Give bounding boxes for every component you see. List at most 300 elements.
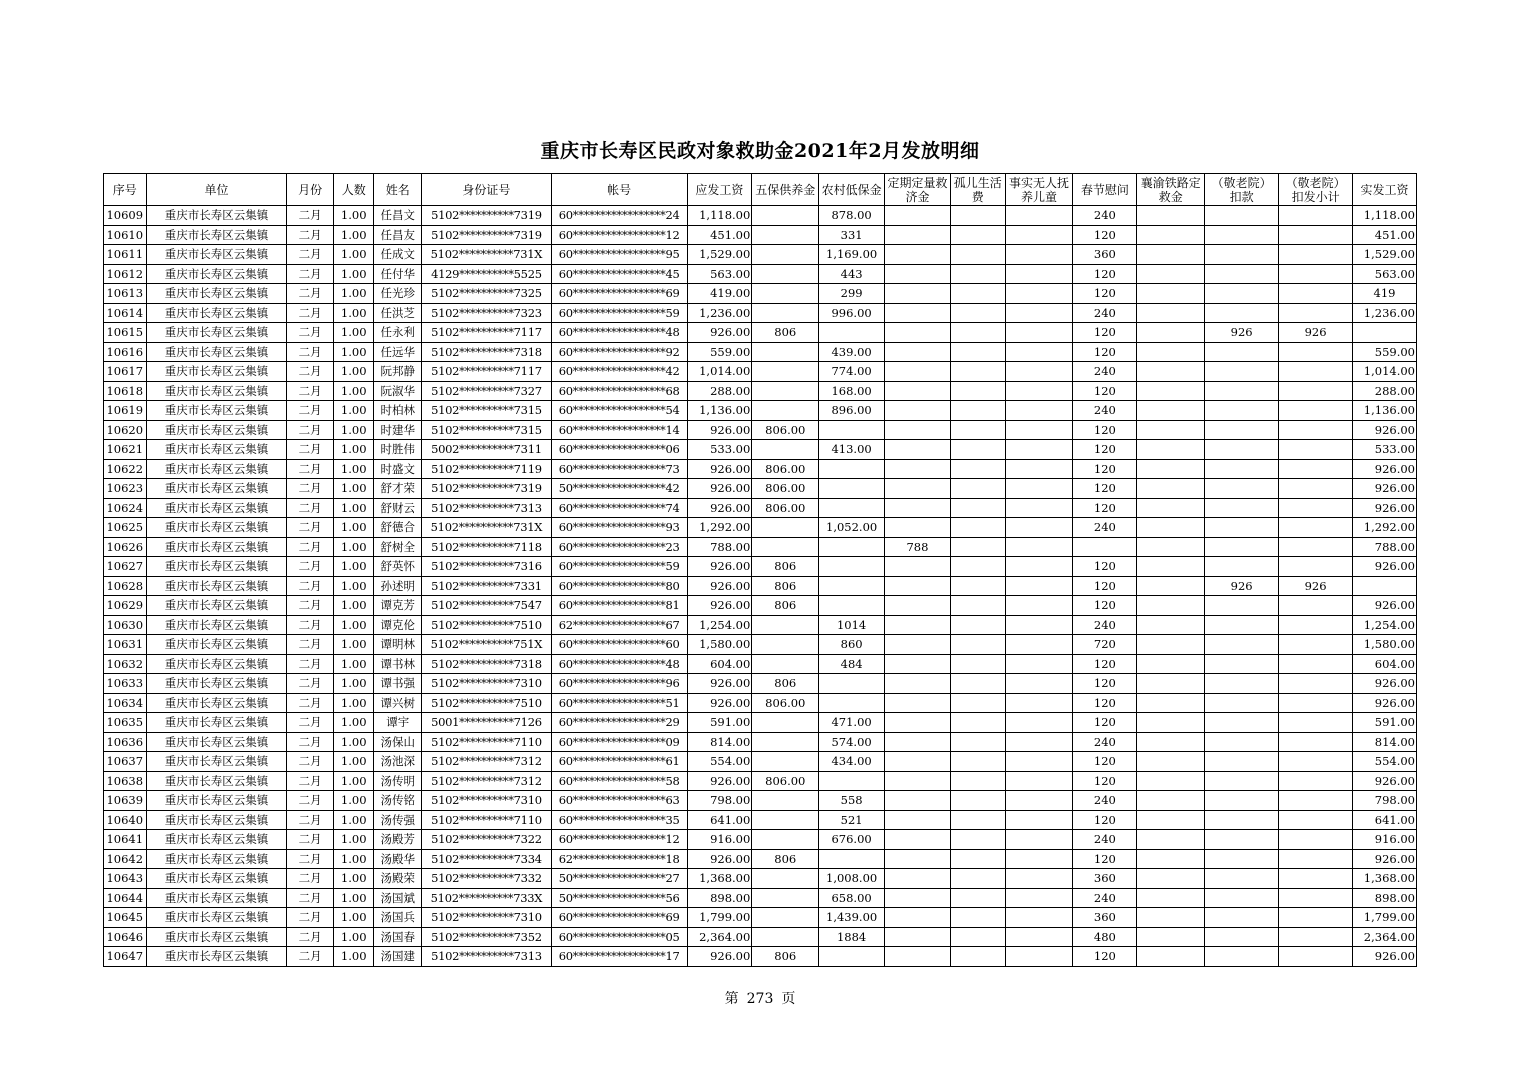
cell-id-number: 5102**********7322 bbox=[422, 830, 552, 850]
cell-nursing-home-deduction bbox=[1205, 713, 1279, 733]
cell-nursing-home-subtotal bbox=[1279, 362, 1353, 382]
cell-account: 60*****************80 bbox=[551, 576, 687, 596]
cell-id-number: 5102**********7118 bbox=[422, 537, 552, 557]
cell-five-guarantee bbox=[752, 518, 819, 538]
cell-five-guarantee: 806 bbox=[752, 947, 819, 967]
cell-orphan-living bbox=[950, 927, 1005, 947]
cell-id-number: 5102**********7110 bbox=[422, 810, 552, 830]
cell-nursing-home-subtotal bbox=[1279, 947, 1353, 967]
cell-orphan-living bbox=[950, 284, 1005, 304]
table-row bbox=[104, 654, 1417, 674]
cell-id-number: 5102**********7510 bbox=[422, 693, 552, 713]
cell-month: 二月 bbox=[287, 537, 334, 557]
cell-gross-pay: 1,529.00 bbox=[687, 245, 752, 265]
cell-five-guarantee: 806.00 bbox=[752, 771, 819, 791]
cell-month: 二月 bbox=[287, 791, 334, 811]
cell-nursing-home-deduction bbox=[1205, 420, 1279, 440]
cell-de-facto-orphan bbox=[1005, 245, 1073, 265]
cell-orphan-living bbox=[950, 576, 1005, 596]
cell-fixed-relief bbox=[885, 635, 951, 655]
cell-name: 谭兴树 bbox=[374, 693, 422, 713]
cell-seq: 10627 bbox=[104, 557, 147, 577]
column-header-unit: 单位 bbox=[146, 174, 287, 206]
cell-railway-relief bbox=[1137, 362, 1205, 382]
cell-id-number: 5102**********7117 bbox=[422, 362, 552, 382]
cell-unit: 重庆市长寿区云集镇 bbox=[146, 615, 287, 635]
cell-five-guarantee bbox=[752, 713, 819, 733]
cell-orphan-living bbox=[950, 206, 1005, 226]
cell-account: 60*****************05 bbox=[551, 927, 687, 947]
table-row bbox=[104, 576, 1417, 596]
cell-nursing-home-deduction bbox=[1205, 732, 1279, 752]
cell-seq: 10638 bbox=[104, 771, 147, 791]
cell-net-pay: 1,136.00 bbox=[1353, 401, 1417, 421]
cell-railway-relief bbox=[1137, 869, 1205, 889]
cell-spring-festival: 240 bbox=[1073, 732, 1137, 752]
cell-orphan-living bbox=[950, 635, 1005, 655]
cell-net-pay: 926.00 bbox=[1353, 420, 1417, 440]
cell-gross-pay: 533.00 bbox=[687, 440, 752, 460]
cell-gross-pay: 1,292.00 bbox=[687, 518, 752, 538]
cell-spring-festival: 240 bbox=[1073, 362, 1137, 382]
cell-five-guarantee bbox=[752, 869, 819, 889]
cell-fixed-relief bbox=[885, 791, 951, 811]
cell-rural-subsistence: 299 bbox=[819, 284, 885, 304]
cell-name: 舒树全 bbox=[374, 537, 422, 557]
cell-spring-festival: 120 bbox=[1073, 381, 1137, 401]
cell-spring-festival: 240 bbox=[1073, 615, 1137, 635]
cell-name: 汤国春 bbox=[374, 927, 422, 947]
cell-people: 1.00 bbox=[333, 869, 374, 889]
cell-orphan-living bbox=[950, 947, 1005, 967]
cell-railway-relief bbox=[1137, 615, 1205, 635]
cell-gross-pay: 1,799.00 bbox=[687, 908, 752, 928]
cell-seq: 10615 bbox=[104, 323, 147, 343]
cell-fixed-relief bbox=[885, 420, 951, 440]
cell-five-guarantee bbox=[752, 342, 819, 362]
table-row bbox=[104, 381, 1417, 401]
cell-unit: 重庆市长寿区云集镇 bbox=[146, 245, 287, 265]
cell-fixed-relief bbox=[885, 615, 951, 635]
cell-month: 二月 bbox=[287, 674, 334, 694]
cell-net-pay bbox=[1353, 323, 1417, 343]
cell-account: 60*****************63 bbox=[551, 791, 687, 811]
table-row bbox=[104, 245, 1417, 265]
cell-name: 谭克伦 bbox=[374, 615, 422, 635]
cell-seq: 10621 bbox=[104, 440, 147, 460]
cell-spring-festival: 120 bbox=[1073, 693, 1137, 713]
cell-fixed-relief bbox=[885, 362, 951, 382]
cell-unit: 重庆市长寿区云集镇 bbox=[146, 284, 287, 304]
cell-five-guarantee bbox=[752, 927, 819, 947]
cell-name: 汤国建 bbox=[374, 947, 422, 967]
cell-people: 1.00 bbox=[333, 732, 374, 752]
cell-seq: 10633 bbox=[104, 674, 147, 694]
cell-five-guarantee: 806.00 bbox=[752, 420, 819, 440]
cell-unit: 重庆市长寿区云集镇 bbox=[146, 752, 287, 772]
cell-nursing-home-subtotal bbox=[1279, 849, 1353, 869]
cell-orphan-living bbox=[950, 908, 1005, 928]
cell-nursing-home-subtotal bbox=[1279, 440, 1353, 460]
cell-rural-subsistence: 1,439.00 bbox=[819, 908, 885, 928]
cell-rural-subsistence: 574.00 bbox=[819, 732, 885, 752]
cell-de-facto-orphan bbox=[1005, 303, 1073, 323]
cell-spring-festival: 120 bbox=[1073, 713, 1137, 733]
cell-five-guarantee bbox=[752, 791, 819, 811]
cell-railway-relief bbox=[1137, 342, 1205, 362]
cell-net-pay: 926.00 bbox=[1353, 479, 1417, 499]
cell-account: 60*****************48 bbox=[551, 323, 687, 343]
cell-account: 60*****************59 bbox=[551, 557, 687, 577]
cell-spring-festival: 240 bbox=[1073, 791, 1137, 811]
cell-account: 50*****************42 bbox=[551, 479, 687, 499]
cell-net-pay: 641.00 bbox=[1353, 810, 1417, 830]
cell-account: 60*****************60 bbox=[551, 635, 687, 655]
cell-net-pay: 554.00 bbox=[1353, 752, 1417, 772]
cell-seq: 10613 bbox=[104, 284, 147, 304]
cell-unit: 重庆市长寿区云集镇 bbox=[146, 401, 287, 421]
cell-people: 1.00 bbox=[333, 342, 374, 362]
table-row bbox=[104, 771, 1417, 791]
table-row bbox=[104, 459, 1417, 479]
cell-fixed-relief bbox=[885, 245, 951, 265]
cell-fixed-relief bbox=[885, 323, 951, 343]
cell-people: 1.00 bbox=[333, 537, 374, 557]
cell-month: 二月 bbox=[287, 420, 334, 440]
column-header-orphan-living: 孤儿生活费 bbox=[950, 174, 1005, 206]
cell-people: 1.00 bbox=[333, 303, 374, 323]
cell-gross-pay: 1,580.00 bbox=[687, 635, 752, 655]
cell-seq: 10642 bbox=[104, 849, 147, 869]
table-row bbox=[104, 888, 1417, 908]
cell-unit: 重庆市长寿区云集镇 bbox=[146, 323, 287, 343]
cell-rural-subsistence: 1014 bbox=[819, 615, 885, 635]
cell-fixed-relief bbox=[885, 576, 951, 596]
cell-account: 60*****************68 bbox=[551, 381, 687, 401]
cell-rural-subsistence: 860 bbox=[819, 635, 885, 655]
cell-railway-relief bbox=[1137, 752, 1205, 772]
cell-fixed-relief bbox=[885, 654, 951, 674]
cell-nursing-home-deduction bbox=[1205, 791, 1279, 811]
cell-gross-pay: 798.00 bbox=[687, 791, 752, 811]
cell-name: 谭明林 bbox=[374, 635, 422, 655]
cell-orphan-living bbox=[950, 537, 1005, 557]
cell-name: 时柏林 bbox=[374, 401, 422, 421]
cell-gross-pay: 926.00 bbox=[687, 479, 752, 499]
cell-people: 1.00 bbox=[333, 830, 374, 850]
cell-spring-festival: 120 bbox=[1073, 947, 1137, 967]
cell-name: 任付华 bbox=[374, 264, 422, 284]
cell-spring-festival: 120 bbox=[1073, 849, 1137, 869]
cell-seq: 10630 bbox=[104, 615, 147, 635]
cell-nursing-home-deduction bbox=[1205, 810, 1279, 830]
cell-nursing-home-subtotal bbox=[1279, 869, 1353, 889]
cell-month: 二月 bbox=[287, 908, 334, 928]
cell-spring-festival: 120 bbox=[1073, 576, 1137, 596]
cell-nursing-home-deduction: 926 bbox=[1205, 323, 1279, 343]
cell-month: 二月 bbox=[287, 245, 334, 265]
cell-unit: 重庆市长寿区云集镇 bbox=[146, 420, 287, 440]
cell-rural-subsistence: 878.00 bbox=[819, 206, 885, 226]
table-row bbox=[104, 927, 1417, 947]
cell-seq: 10612 bbox=[104, 264, 147, 284]
cell-net-pay: 1,580.00 bbox=[1353, 635, 1417, 655]
table-row bbox=[104, 732, 1417, 752]
cell-id-number: 5102**********731X bbox=[422, 245, 552, 265]
cell-spring-festival: 240 bbox=[1073, 518, 1137, 538]
cell-de-facto-orphan bbox=[1005, 849, 1073, 869]
cell-net-pay: 926.00 bbox=[1353, 849, 1417, 869]
table-row bbox=[104, 674, 1417, 694]
cell-unit: 重庆市长寿区云集镇 bbox=[146, 674, 287, 694]
cell-unit: 重庆市长寿区云集镇 bbox=[146, 518, 287, 538]
cell-id-number: 5102**********7316 bbox=[422, 557, 552, 577]
table-row bbox=[104, 810, 1417, 830]
cell-orphan-living bbox=[950, 420, 1005, 440]
cell-fixed-relief bbox=[885, 440, 951, 460]
cell-net-pay: 1,236.00 bbox=[1353, 303, 1417, 323]
cell-five-guarantee bbox=[752, 810, 819, 830]
cell-seq: 10634 bbox=[104, 693, 147, 713]
cell-seq: 10647 bbox=[104, 947, 147, 967]
cell-people: 1.00 bbox=[333, 888, 374, 908]
cell-people: 1.00 bbox=[333, 498, 374, 518]
cell-de-facto-orphan bbox=[1005, 498, 1073, 518]
cell-gross-pay: 926.00 bbox=[687, 420, 752, 440]
cell-gross-pay: 563.00 bbox=[687, 264, 752, 284]
cell-nursing-home-deduction bbox=[1205, 440, 1279, 460]
table-row bbox=[104, 498, 1417, 518]
cell-name: 谭书强 bbox=[374, 674, 422, 694]
cell-fixed-relief bbox=[885, 693, 951, 713]
cell-net-pay: 451.00 bbox=[1353, 225, 1417, 245]
cell-five-guarantee bbox=[752, 381, 819, 401]
cell-spring-festival: 120 bbox=[1073, 342, 1137, 362]
cell-five-guarantee bbox=[752, 284, 819, 304]
cell-railway-relief bbox=[1137, 479, 1205, 499]
table-row bbox=[104, 869, 1417, 889]
column-header-people: 人数 bbox=[333, 174, 374, 206]
cell-five-guarantee: 806 bbox=[752, 323, 819, 343]
table-row bbox=[104, 830, 1417, 850]
cell-orphan-living bbox=[950, 596, 1005, 616]
cell-five-guarantee bbox=[752, 303, 819, 323]
cell-nursing-home-deduction bbox=[1205, 303, 1279, 323]
cell-nursing-home-deduction bbox=[1205, 498, 1279, 518]
cell-railway-relief bbox=[1137, 693, 1205, 713]
cell-fixed-relief bbox=[885, 849, 951, 869]
cell-nursing-home-deduction bbox=[1205, 635, 1279, 655]
cell-gross-pay: 604.00 bbox=[687, 654, 752, 674]
cell-nursing-home-deduction bbox=[1205, 342, 1279, 362]
cell-people: 1.00 bbox=[333, 362, 374, 382]
cell-orphan-living bbox=[950, 713, 1005, 733]
cell-month: 二月 bbox=[287, 713, 334, 733]
cell-orphan-living bbox=[950, 771, 1005, 791]
cell-net-pay: 2,364.00 bbox=[1353, 927, 1417, 947]
cell-orphan-living bbox=[950, 459, 1005, 479]
cell-de-facto-orphan bbox=[1005, 713, 1073, 733]
cell-fixed-relief bbox=[885, 927, 951, 947]
cell-id-number: 5102**********7318 bbox=[422, 654, 552, 674]
cell-five-guarantee bbox=[752, 635, 819, 655]
cell-de-facto-orphan bbox=[1005, 674, 1073, 694]
cell-people: 1.00 bbox=[333, 947, 374, 967]
table-row bbox=[104, 947, 1417, 967]
cell-id-number: 5102**********7323 bbox=[422, 303, 552, 323]
cell-unit: 重庆市长寿区云集镇 bbox=[146, 381, 287, 401]
cell-account: 60*****************81 bbox=[551, 596, 687, 616]
cell-rural-subsistence: 896.00 bbox=[819, 401, 885, 421]
cell-id-number: 5102**********7310 bbox=[422, 674, 552, 694]
cell-name: 阮淑华 bbox=[374, 381, 422, 401]
cell-five-guarantee bbox=[752, 440, 819, 460]
cell-net-pay: 419 bbox=[1353, 284, 1417, 304]
cell-account: 50*****************27 bbox=[551, 869, 687, 889]
cell-nursing-home-subtotal bbox=[1279, 771, 1353, 791]
cell-orphan-living bbox=[950, 830, 1005, 850]
cell-nursing-home-subtotal bbox=[1279, 927, 1353, 947]
cell-de-facto-orphan bbox=[1005, 362, 1073, 382]
cell-nursing-home-deduction bbox=[1205, 596, 1279, 616]
cell-nursing-home-deduction bbox=[1205, 674, 1279, 694]
cell-gross-pay: 926.00 bbox=[687, 693, 752, 713]
cell-nursing-home-subtotal bbox=[1279, 518, 1353, 538]
cell-name: 任光珍 bbox=[374, 284, 422, 304]
cell-account: 60*****************92 bbox=[551, 342, 687, 362]
cell-orphan-living bbox=[950, 303, 1005, 323]
cell-name: 汤池深 bbox=[374, 752, 422, 772]
cell-name: 时盛文 bbox=[374, 459, 422, 479]
cell-railway-relief bbox=[1137, 947, 1205, 967]
cell-unit: 重庆市长寿区云集镇 bbox=[146, 888, 287, 908]
table-row bbox=[104, 693, 1417, 713]
cell-unit: 重庆市长寿区云集镇 bbox=[146, 908, 287, 928]
cell-nursing-home-deduction bbox=[1205, 284, 1279, 304]
cell-nursing-home-subtotal bbox=[1279, 479, 1353, 499]
cell-spring-festival: 120 bbox=[1073, 752, 1137, 772]
table-row bbox=[104, 206, 1417, 226]
cell-id-number: 5102**********751X bbox=[422, 635, 552, 655]
cell-nursing-home-subtotal bbox=[1279, 284, 1353, 304]
cell-people: 1.00 bbox=[333, 557, 374, 577]
cell-de-facto-orphan bbox=[1005, 635, 1073, 655]
cell-fixed-relief bbox=[885, 674, 951, 694]
cell-fixed-relief bbox=[885, 518, 951, 538]
cell-railway-relief bbox=[1137, 498, 1205, 518]
cell-name: 舒财云 bbox=[374, 498, 422, 518]
cell-fixed-relief bbox=[885, 713, 951, 733]
cell-five-guarantee bbox=[752, 752, 819, 772]
cell-unit: 重庆市长寿区云集镇 bbox=[146, 713, 287, 733]
cell-id-number: 5102**********7318 bbox=[422, 342, 552, 362]
cell-five-guarantee: 806 bbox=[752, 557, 819, 577]
column-header-nursing-home-subtotal: （敬老院）扣发小计 bbox=[1279, 174, 1353, 206]
cell-spring-festival: 240 bbox=[1073, 401, 1137, 421]
cell-spring-festival: 120 bbox=[1073, 654, 1137, 674]
table-header bbox=[104, 174, 1417, 206]
cell-id-number: 5102**********7315 bbox=[422, 401, 552, 421]
cell-nursing-home-deduction bbox=[1205, 849, 1279, 869]
cell-month: 二月 bbox=[287, 615, 334, 635]
cell-unit: 重庆市长寿区云集镇 bbox=[146, 849, 287, 869]
cell-fixed-relief bbox=[885, 225, 951, 245]
cell-id-number: 5102**********7312 bbox=[422, 771, 552, 791]
cell-rural-subsistence: 1,052.00 bbox=[819, 518, 885, 538]
column-header-net-pay: 实发工资 bbox=[1353, 174, 1417, 206]
cell-month: 二月 bbox=[287, 810, 334, 830]
cell-people: 1.00 bbox=[333, 576, 374, 596]
cell-net-pay: 559.00 bbox=[1353, 342, 1417, 362]
cell-unit: 重庆市长寿区云集镇 bbox=[146, 810, 287, 830]
cell-net-pay: 916.00 bbox=[1353, 830, 1417, 850]
cell-rural-subsistence bbox=[819, 693, 885, 713]
cell-seq: 10636 bbox=[104, 732, 147, 752]
cell-five-guarantee: 806.00 bbox=[752, 479, 819, 499]
table-row bbox=[104, 420, 1417, 440]
cell-rural-subsistence: 1,008.00 bbox=[819, 869, 885, 889]
column-header-five-guarantee: 五保供养金 bbox=[752, 174, 819, 206]
cell-net-pay: 814.00 bbox=[1353, 732, 1417, 752]
cell-month: 二月 bbox=[287, 947, 334, 967]
cell-spring-festival: 120 bbox=[1073, 440, 1137, 460]
cell-gross-pay: 419.00 bbox=[687, 284, 752, 304]
cell-rural-subsistence: 439.00 bbox=[819, 342, 885, 362]
cell-seq: 10619 bbox=[104, 401, 147, 421]
cell-unit: 重庆市长寿区云集镇 bbox=[146, 459, 287, 479]
cell-unit: 重庆市长寿区云集镇 bbox=[146, 342, 287, 362]
cell-rural-subsistence bbox=[819, 537, 885, 557]
cell-five-guarantee bbox=[752, 206, 819, 226]
cell-unit: 重庆市长寿区云集镇 bbox=[146, 206, 287, 226]
cell-rural-subsistence: 996.00 bbox=[819, 303, 885, 323]
cell-fixed-relief bbox=[885, 810, 951, 830]
cell-five-guarantee bbox=[752, 732, 819, 752]
cell-de-facto-orphan bbox=[1005, 440, 1073, 460]
cell-account: 60*****************95 bbox=[551, 245, 687, 265]
cell-fixed-relief bbox=[885, 284, 951, 304]
cell-gross-pay: 1,368.00 bbox=[687, 869, 752, 889]
cell-id-number: 5102**********733X bbox=[422, 888, 552, 908]
cell-account: 62*****************18 bbox=[551, 849, 687, 869]
cell-fixed-relief bbox=[885, 381, 951, 401]
cell-five-guarantee: 806 bbox=[752, 674, 819, 694]
cell-gross-pay: 641.00 bbox=[687, 810, 752, 830]
cell-five-guarantee bbox=[752, 537, 819, 557]
cell-nursing-home-subtotal bbox=[1279, 420, 1353, 440]
table-row bbox=[104, 557, 1417, 577]
cell-account: 50*****************56 bbox=[551, 888, 687, 908]
cell-spring-festival: 240 bbox=[1073, 888, 1137, 908]
cell-id-number: 5102**********7510 bbox=[422, 615, 552, 635]
table-row bbox=[104, 752, 1417, 772]
cell-net-pay: 1,254.00 bbox=[1353, 615, 1417, 635]
cell-net-pay: 798.00 bbox=[1353, 791, 1417, 811]
cell-people: 1.00 bbox=[333, 752, 374, 772]
cell-orphan-living bbox=[950, 869, 1005, 889]
cell-nursing-home-deduction bbox=[1205, 615, 1279, 635]
cell-name: 时建华 bbox=[374, 420, 422, 440]
cell-name: 任永利 bbox=[374, 323, 422, 343]
cell-seq: 10614 bbox=[104, 303, 147, 323]
cell-seq: 10617 bbox=[104, 362, 147, 382]
cell-nursing-home-subtotal bbox=[1279, 674, 1353, 694]
cell-railway-relief bbox=[1137, 732, 1205, 752]
cell-account: 60*****************93 bbox=[551, 518, 687, 538]
page-number-value: 273 bbox=[746, 991, 774, 1007]
cell-unit: 重庆市长寿区云集镇 bbox=[146, 362, 287, 382]
cell-seq: 10618 bbox=[104, 381, 147, 401]
